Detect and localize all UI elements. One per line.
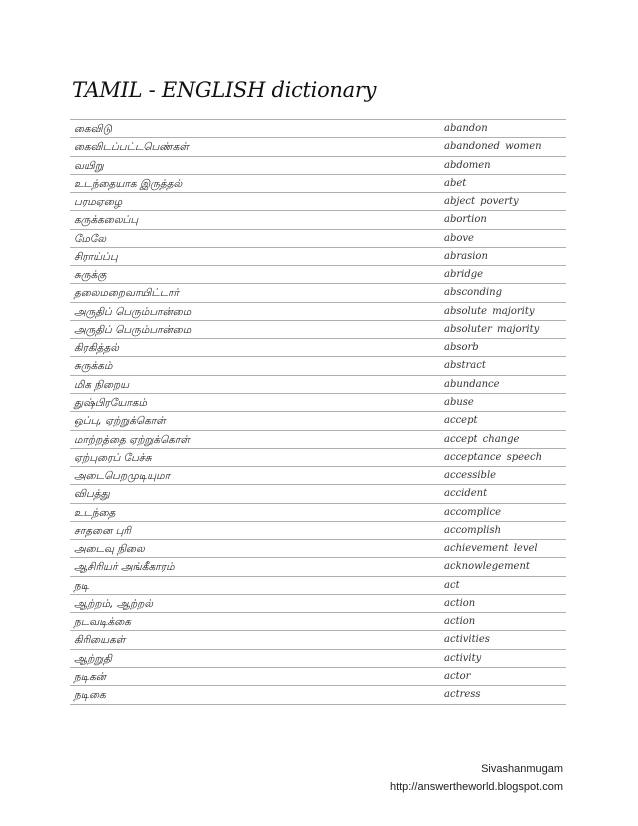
table-row: [70, 175, 566, 193]
table-row: [70, 266, 566, 284]
english-word: act: [444, 579, 460, 591]
tamil-word: ஏற்புரைப் பேச்சு: [74, 451, 152, 464]
english-word: abstract: [444, 360, 486, 372]
tamil-word: ஆசிரியர் அங்கீகாரம்: [74, 561, 175, 574]
tamil-word: சிராய்ப்பு: [74, 250, 118, 263]
tamil-word: மாற்றத்தை ஏற்றுக்கொள்: [74, 433, 190, 446]
tamil-word: வயிறு: [74, 159, 104, 172]
english-word: acceptance speech: [444, 451, 543, 463]
english-word: abundance: [444, 378, 500, 390]
english-word: abandon: [444, 123, 488, 134]
english-word: abandoned women: [444, 141, 542, 153]
table-row: [70, 449, 566, 467]
table-row: [70, 284, 566, 302]
table-row: [70, 558, 566, 576]
english-word: abridge: [444, 269, 484, 281]
english-word: actress: [444, 689, 481, 701]
english-word: absoluter majority: [444, 323, 540, 335]
english-word: accessible: [444, 470, 497, 482]
english-word: action: [444, 597, 476, 609]
tamil-word: கிரியைகள்: [74, 634, 126, 647]
tamil-word: ஒப்பு, ஏற்றுக்கொள்: [74, 415, 166, 428]
tamil-word: நடி: [74, 579, 90, 592]
table-row: [70, 376, 566, 394]
english-word: above: [444, 232, 474, 244]
table-row: [70, 631, 566, 649]
english-word: absolute majority: [444, 305, 535, 317]
tamil-word: ஆற்றம், ஆற்றல்: [74, 597, 153, 610]
table-row: [70, 504, 566, 522]
table-row: [70, 321, 566, 339]
table-row: [70, 339, 566, 357]
english-word: abdomen: [444, 159, 491, 171]
table-row: [70, 613, 566, 631]
table-row: [70, 303, 566, 321]
tamil-word: விபத்து: [74, 488, 110, 501]
tamil-word: நடவடிக்கை: [74, 616, 131, 629]
footer: [390, 760, 563, 796]
english-word: activity: [444, 652, 482, 664]
english-word: action: [444, 616, 476, 628]
table-row: [70, 595, 566, 613]
tamil-word: துஷ்பிரயோகம்: [74, 396, 147, 409]
table-row: [70, 230, 566, 248]
tamil-word: கைவிடு: [74, 123, 112, 135]
english-word: accomplice: [444, 506, 501, 518]
tamil-word: ஆற்றுதி: [74, 652, 112, 665]
tamil-word: நடிகன்: [74, 670, 106, 683]
table-row: [70, 686, 566, 704]
english-word: activities: [444, 634, 490, 646]
english-word: abuse: [444, 396, 474, 408]
tamil-word: கிரகித்தல்: [74, 342, 120, 355]
table-row: [70, 522, 566, 540]
tamil-word: அடைபெறமுடியுமா: [74, 470, 171, 483]
tamil-word: பரமஏழை: [74, 196, 123, 209]
tamil-word: சாதனை புரி: [74, 524, 131, 537]
english-word: acknowlegement: [444, 561, 530, 573]
tamil-word: உடந்தையாக இருத்தல்: [74, 177, 183, 190]
english-word: abject poverty: [444, 196, 519, 208]
tamil-word: சுருக்கம்: [74, 360, 113, 373]
table-row: [70, 668, 566, 686]
table-row: [70, 248, 566, 266]
tamil-word: கருக்கலைப்பு: [74, 214, 139, 227]
table-row: [70, 357, 566, 375]
table-row: [70, 431, 566, 449]
table-row: [70, 120, 566, 138]
table-row: [70, 193, 566, 211]
table-row: [70, 412, 566, 430]
english-word: accept change: [444, 433, 520, 445]
table-row: [70, 157, 566, 175]
table-row: [70, 467, 566, 485]
dictionary-table: [70, 119, 566, 705]
table-row: [70, 394, 566, 412]
english-word: actor: [444, 670, 471, 682]
tamil-word: உடந்தை: [74, 506, 116, 519]
tamil-word: மிக நிறைய: [74, 378, 130, 391]
tamil-word: சுருக்கு: [74, 269, 107, 282]
tamil-word: தலைமறைவாயிட்டார்: [74, 287, 180, 300]
tamil-word: அடைவு நிலை: [74, 543, 145, 556]
tamil-word: கைவிடப்பட்டபெண்கள்: [74, 141, 189, 154]
english-word: abrasion: [444, 250, 488, 262]
page-title: TAMIL - ENGLISH dictionary: [72, 78, 377, 102]
table-row: [70, 577, 566, 595]
english-word: abortion: [444, 214, 487, 226]
tamil-word: அருதிப் பெரும்பான்மை: [74, 323, 192, 336]
english-word: achievement level: [444, 543, 538, 555]
english-word: accomplish: [444, 524, 502, 536]
english-word: abet: [444, 177, 467, 189]
table-row: [70, 540, 566, 558]
table-row: [70, 485, 566, 503]
table-row: [70, 138, 566, 156]
footer-url[interactable]: http://answertheworld.blogspot.com: [389, 781, 563, 793]
tamil-word: அருதிப் பெரும்பான்மை: [74, 305, 192, 318]
tamil-word: நடிகை: [74, 689, 106, 702]
footer-author: Sivashanmugam: [481, 763, 563, 775]
table-row: [70, 650, 566, 668]
english-word: absorb: [444, 342, 479, 354]
english-word: accident: [444, 488, 488, 500]
table-row: [70, 211, 566, 229]
english-word: accept: [444, 415, 478, 427]
tamil-word: மேலே: [74, 232, 107, 245]
english-word: absconding: [444, 287, 502, 299]
